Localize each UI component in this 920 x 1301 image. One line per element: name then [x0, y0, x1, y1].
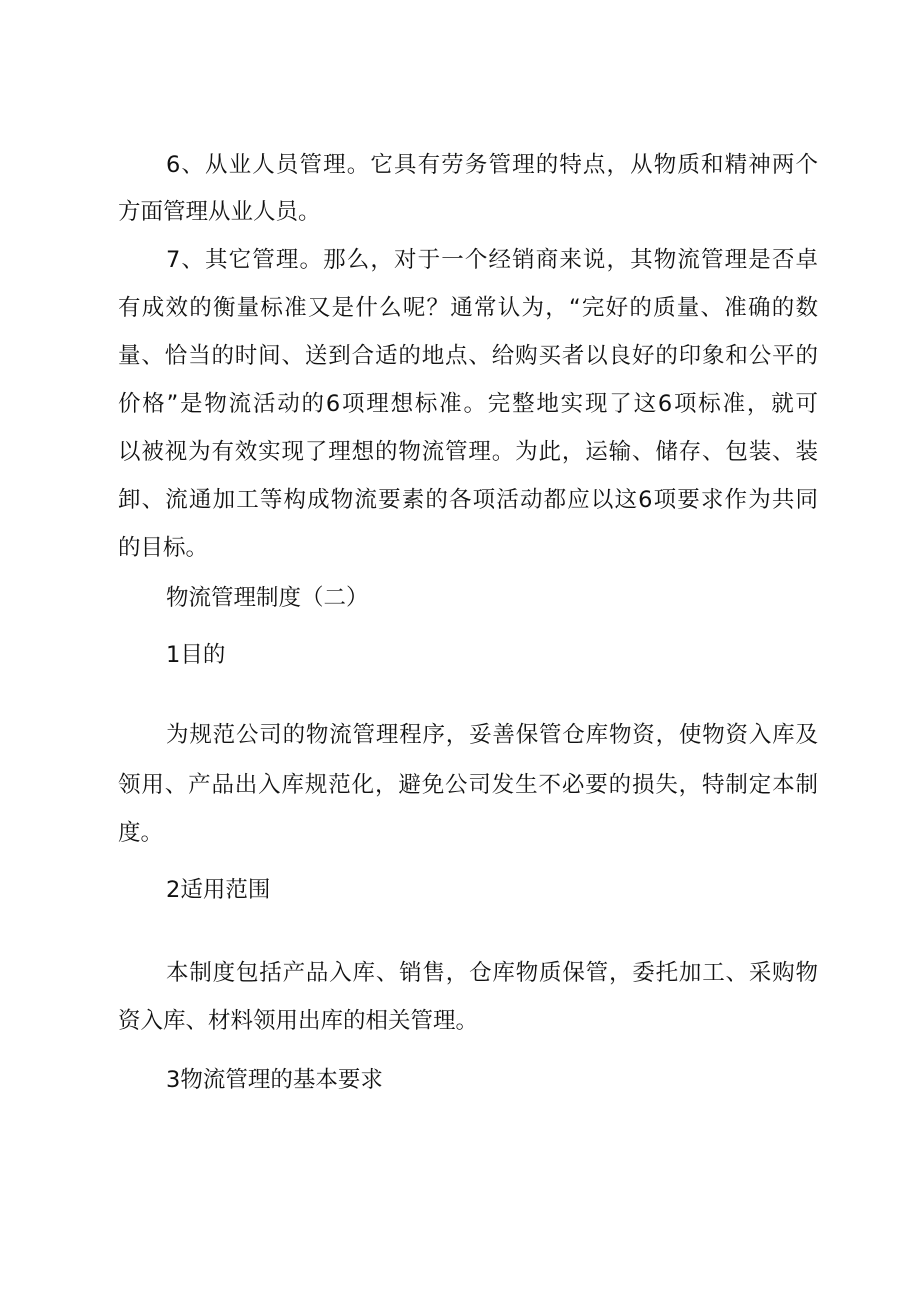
- paragraph-7-line-3: 量、恰当的时间、送到合适的地点、给购买者以良好的印象和公平的: [118, 343, 818, 369]
- scope-line-2: 资入库、材料领用出库的相关管理。: [118, 1008, 479, 1034]
- paragraph-7-line-2: 有成效的衡量标准又是什么呢？通常认为，“完好的质量、准确的数: [118, 295, 818, 321]
- scope-line-1: 本制度包括产品入库、销售，仓库物质保管，委托加工、采购物: [166, 960, 818, 986]
- paragraph-7-line-1: 7、其它管理。那么，对于一个经销商来说，其物流管理是否卓: [166, 247, 818, 273]
- paragraph-7-line-7: 的目标。: [118, 535, 209, 561]
- purpose-line-2: 领用、产品出入库规范化，避免公司发生不必要的损失，特制定本制: [118, 772, 818, 798]
- paragraph-6-line-1: 6、从业人员管理。它具有劳务管理的特点，从物质和精神两个: [166, 152, 818, 178]
- heading-scope: 2适用范围: [166, 877, 271, 903]
- purpose-line-1: 为规范公司的物流管理程序，妥善保管仓库物资，使物资入库及: [166, 722, 818, 748]
- paragraph-7-line-4: 价格”是物流活动的6项理想标准。完整地实现了这6项标准，就可: [118, 391, 818, 417]
- heading-basic-requirements: 3物流管理的基本要求: [166, 1067, 383, 1093]
- paragraph-7-line-5: 以被视为有效实现了理想的物流管理。为此，运输、储存、包装、装: [118, 439, 818, 465]
- heading-purpose: 1目的: [166, 642, 226, 668]
- purpose-line-3: 度。: [118, 820, 164, 846]
- section-title: 物流管理制度（二）: [166, 585, 369, 611]
- paragraph-6-line-2: 方面管理从业人员。: [118, 199, 321, 225]
- paragraph-7-line-6: 卸、流通加工等构成物流要素的各项活动都应以这6项要求作为共同: [118, 487, 818, 513]
